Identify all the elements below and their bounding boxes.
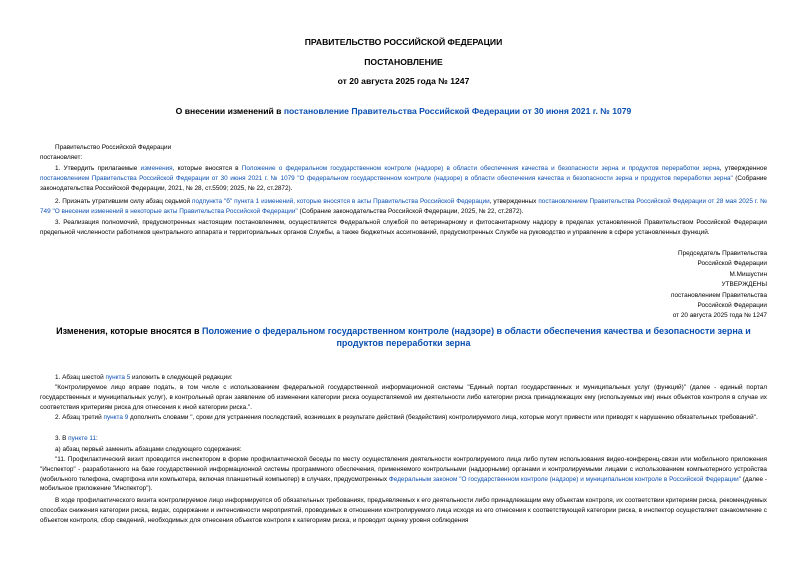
link-resolution-749[interactable]: постановлением Правительства Российской Федерации от 28 мая 2025 г. № 749 "О внесении изменений в некоторые акты Правительства Российской Федерации" [40,198,767,215]
p1-num: 1. Утвердить прилагаемые [55,165,141,172]
date-number: от 20 августа 2025 года № 1247 [337,76,470,86]
p2-text3: (Собрание законодательства Российской Федерации, 2025, № 22, ст.2872). [297,207,524,215]
changes-title-prefix: Изменения, которые вносятся в [56,326,203,336]
q11-text1: "11. Профилактический визит проводится инспектором в форме профилактической беседы по месту осуществления деятельности контролируемого лица либо путем использования видео-конференц-связи или мобильного приложения "Инспектор" - разработанного на базе государственной информационной системы программного обеспечения, применяемого контрольными (надзорными) органами и контролируемыми лицами с использованием компьютерного устройства (мобильного телефона, смартфона или компьютера, включая планшетный компьютер) в случаях, предусмотренных [40,456,767,483]
p2-text1: 2. Признать утратившим силу абзац седьмой [55,198,193,205]
approved-date: от 20 августа 2025 года № 1247 [672,312,767,320]
government-heading: ПРАВИТЕЛЬСТВО РОССИЙСКОЙ ФЕДЕРАЦИИ [304,37,503,47]
change-3-pre: 3. В [55,435,69,442]
changes-title [55,325,752,349]
approved-label: УТВЕРЖДЕНЫ [721,281,767,289]
link-point-5[interactable]: пункта 5 [105,374,131,381]
changes-title-link[interactable]: Положение о федеральном государственном контроле (надзоре) в области обеспечения качества и безопасности зерна и [202,326,751,336]
link-point-11[interactable]: пункте 11 [68,435,97,442]
approved-by: постановлением Правительства [671,291,767,299]
change-2 [40,413,767,423]
document-title [0,106,807,116]
q11-text2: (далее - мобильное приложение "Инспектор"). [40,475,767,493]
link-regulation[interactable]: Положение о федеральном государственном контроле (надзоре) в области обеспечения качества и безопасности зерна и продуктов переработки зерна [241,165,720,172]
p1-text3: (Собрание законодательства Российской Федерации, 2021, № 28, ст.5509; 2025, № 22, ст.2872). [40,174,767,192]
change-2-pre: 2. Абзац третий [55,414,104,421]
change-3a: а) абзац первый заменить абзацами следующего содержания: [55,446,242,453]
paragraph-2 [40,197,767,217]
changes-title-link-2[interactable]: продуктов переработки зерна [336,338,471,348]
change-1-post: изложить в следующей редакции: [130,374,233,381]
paragraph-3: 3. Реализация полномочий, предусмотренных настоящим постановлением, осуществляется Федеральной службой по ветеринарному и фитосанитарному надзору в пределах установленной Правительством Российской Федерации предельной численности работников центрального аппарата и территориальных органов Службы, а также бюджетных ассигнований, предусмотренных Службе на руководство и управление в сфере установленных функций. [40,219,767,236]
title-prefix: О внесении изменений в [175,106,284,116]
link-subparagraph-b[interactable]: подпункта "б" пункта 1 изменений, которые вносятся в акты Правительства Российской Федерации [192,198,490,205]
intro-resolves: постановляет: [40,154,83,161]
link-changes[interactable]: изменения [140,165,173,172]
approved-country: Российской Федерации [697,302,767,310]
paragraph-1 [40,164,767,193]
change-2-post: дополнить словами ", сроки для устранения последствий, возникших в результате действий (бездействия) контролируемого лица, которые могут привести или приводят к нарушению обязательных требований". [128,414,758,421]
change-3-post: : [96,435,98,442]
signature-name: М.Мишустин [729,270,767,278]
link-federal-law[interactable]: Федеральным законом "О государственном контроле (надзоре) и муниципальном контроле в Российской Федерации" [388,475,741,483]
signature-position: Председатель Правительства [678,250,767,257]
last-paragraph: В ходе профилактического визита контролируемое лицо информируется об обязательных требованиях, предъявляемых к его деятельности либо принадлежащим ему объектам контроля, их соответствии критериям риска, рекомендуемых способах снижения категории риска, видах, содержании и интенсивности мероприятий, проводимых в отношении контролируемого лица исходя из его отнесения к соответствующей категории риска, в инспектор осуществляет ознакомление с объектом контроля, сбор сведений, необходимых для отнесения объектов контроля к категориям риска, и проводит оценку уровня соблюдения [40,497,767,524]
signature-block [671,249,767,322]
title-link-resolution-1079[interactable]: постановление Правительства Российской Федерации от 30 июня 2021 г. № 1079 [283,106,632,116]
link-resolution-1079[interactable]: постановлением Правительства Российской Федерации от 30 июня 2021 г. № 1079 "О федеральном государственном контроле (надзоре) в области обеспечения качества и безопасности зерна и продуктов переработки зерна" [40,174,733,182]
p1-text1: , которые вносятся в [172,165,242,172]
change-1 [55,373,233,383]
p1-text2: , утвержденное [719,165,767,172]
intro-government: Правительство Российской Федерации [55,144,172,151]
change-1-pre: 1. Абзац шестой [55,374,106,381]
change-1-quote: "Контролируемое лицо вправе подать, в том числе с использованием федеральной государственной информационной системы "Единый портал государственных и муниципальных услуг (функций)" (далее - единый портал государственных и муниципальных услуг), в контрольный орган заявление об изменении категории риска осуществляемой им деятельности либо категории риска принадлежащих ему (используемых им) иных объектов контроля в случае их соответствия критериям риска для отнесения к иной категории риска.". [40,384,767,411]
doc-type-heading: ПОСТАНОВЛЕНИЕ [364,57,443,67]
p2-text2: , утвержденных [489,198,539,205]
link-point-9[interactable]: пункта 9 [103,414,129,421]
signature-country: Российской Федерации [697,260,767,268]
change-3 [55,434,98,444]
quote-point-11 [40,455,767,494]
